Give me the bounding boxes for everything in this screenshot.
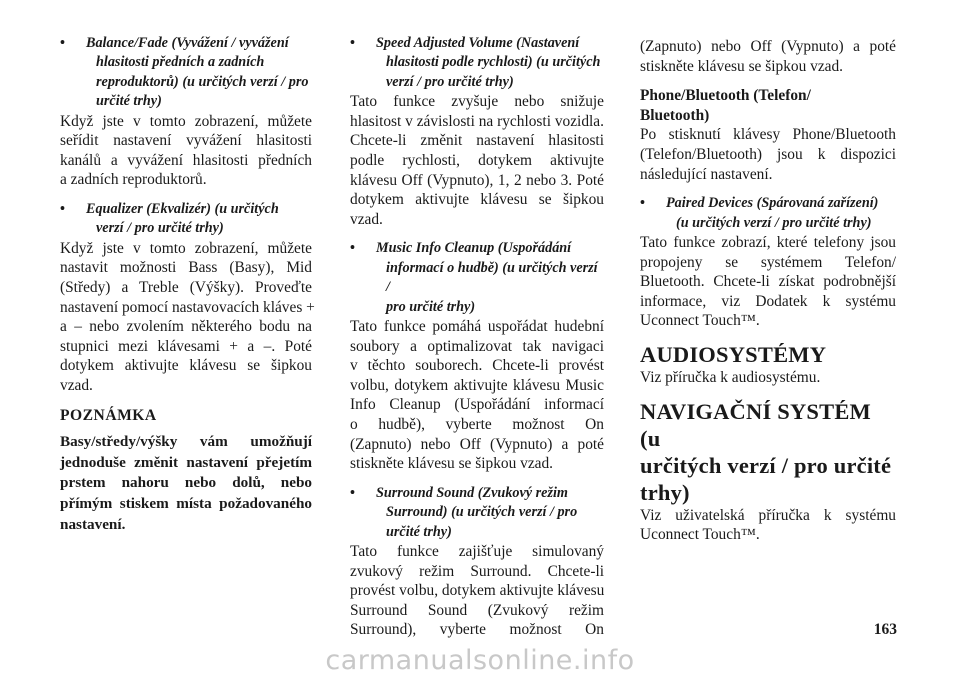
page-number: 163 — [873, 621, 897, 638]
text-line: Basy/středy/výšky vám umožňují — [60, 433, 312, 451]
bullet-line: hlasitosti předních a zadních — [96, 54, 265, 71]
bullet-dot: • — [350, 484, 355, 501]
bullet-line: Surround Sound (Zvukový režim — [376, 484, 568, 501]
text-line: Chcete-li změnit nastavení hlasitosti — [350, 132, 604, 150]
text-line: Uconnect Touch™. — [640, 526, 760, 544]
bullet-line: Speed Adjusted Volume (Nastavení — [376, 35, 580, 51]
bullet-line: Equalizer (Ekvalizér) (u určitých — [86, 201, 279, 217]
text-line: dotykem aktivujte klávesu se šipkou — [60, 357, 312, 375]
bullet-line: pro určité trhy) — [386, 298, 476, 315]
text-line: kanálů a vyvážení hlasitosti předních — [60, 151, 312, 169]
bullet-paired-devices — [640, 194, 896, 233]
bullet-line: Music Info Cleanup (Uspořádání — [376, 240, 572, 257]
text-line: volbu, dotykem aktivujte klávesu Music — [350, 376, 604, 394]
text-line: následující nastavení. — [640, 165, 773, 183]
text-line: nastavení. — [60, 515, 126, 533]
text-line: Viz uživatelská příručka k systému — [640, 506, 896, 524]
text-line: v těchto souborech. Chcete-li provést — [350, 357, 604, 375]
text-line: Phone/Bluetooth (Telefon/ — [640, 87, 811, 105]
bullet-music-info-cleanup — [350, 239, 604, 317]
text-line: Po stisknutí klávesy Phone/Bluetooth — [640, 126, 896, 144]
text-line: zvukový režim Surround. Chcete-li — [350, 562, 604, 580]
text-line: hlasitost v závislosti na rychlosti vozidla. — [350, 112, 604, 130]
text-line: a zadních reproduktorů. — [60, 171, 207, 189]
text-line: soubory a optimalizovat tak navigaci — [350, 337, 604, 355]
text-line: přímým stiskem místa požadovaného — [60, 494, 312, 512]
note-body — [60, 432, 312, 535]
bullet-equalizer — [60, 200, 312, 239]
bullet-line: reproduktorů) (u určitých verzí / pro — [96, 73, 309, 90]
text-line: podle rychlosti, dotykem aktivujte — [350, 152, 604, 169]
bullet-dot: • — [640, 195, 645, 212]
text-line: jednoduše změnit nastavení přejetím — [60, 453, 312, 471]
heading-line: NAVIGAČNÍ SYSTÉM (u — [640, 398, 871, 451]
bullet-line: (u určitých verzí / pro určité trhy) — [676, 214, 872, 231]
text-line: stiskněte klávesu se šipkou vzad. — [640, 57, 844, 75]
text-line: nastavit možnosti Bass (Basy), Mid — [60, 259, 312, 277]
text-line: Uconnect Touch™. — [640, 312, 760, 330]
bullet-line: verzí / pro určité trhy) — [386, 73, 514, 90]
paragraph-audiosystemy — [640, 368, 896, 388]
bullet-line: hlasitosti podle rychlosti) (u určitých — [386, 54, 601, 71]
bullet-line: Balance/Fade (Vyvážení / vyvážení — [86, 35, 289, 51]
bullet-line: verzí / pro určité trhy) — [96, 220, 224, 237]
text-line: Tato funkce pomáhá uspořádat hudební — [350, 318, 604, 335]
paragraph-surround-continued — [640, 37, 896, 76]
subheading-phone-bluetooth — [640, 86, 896, 125]
text-line: Bluetooth) — [640, 106, 710, 124]
bullet-dot: • — [60, 35, 65, 51]
bullet-line: určité trhy) — [386, 523, 452, 540]
paragraph-paired-devices — [640, 233, 896, 331]
bullet-line: určité trhy) — [96, 93, 162, 110]
column-2 — [350, 34, 604, 640]
column-1 — [60, 34, 315, 535]
text-line: Viz příručka k audiosystému. — [640, 368, 821, 386]
text-line: (Zapnuto) nebo Off (Vypnuto) a poté — [350, 435, 604, 453]
text-line: Tato funkce zajišťuje simulovaný — [350, 542, 604, 560]
text-line: dotykem aktivujte klávesu se šipkou — [350, 191, 604, 209]
text-line: provést volbu, dotykem aktivujte klávesu — [350, 582, 605, 600]
bullet-line: informací o hudbě) (u určitých verzí / — [386, 259, 598, 296]
text-line: stupnici mezi klávesami + a –. Poté — [60, 337, 312, 355]
paragraph-navigacni-system — [640, 506, 896, 545]
text-line: Surround), vyberte možnost On — [350, 621, 604, 639]
heading-line: trhy) — [640, 479, 690, 505]
text-line: propojeny se systémem Telefon/ — [640, 253, 896, 271]
text-line: (Středy) a Treble (Výšky). Proveďte — [60, 279, 312, 296]
text-line: stiskněte klávesu se šipkou vzad. — [350, 455, 554, 473]
paragraph-speed-adjusted-volume — [350, 92, 604, 229]
text-line: vzad. — [60, 376, 93, 394]
bullet-line: Paired Devices (Spárovaná zařízení) — [666, 195, 879, 212]
watermark: carmanualsonline.info — [325, 645, 635, 676]
heading-navigacni-system — [640, 398, 896, 506]
column-3 — [640, 37, 896, 545]
paragraph-phone-bluetooth — [640, 125, 896, 184]
paragraph-balance-fade — [60, 112, 312, 190]
text-line: Když jste v tomto zobrazení, můžete — [60, 239, 312, 257]
text-line: vzad. — [350, 210, 383, 228]
bullet-surround-sound — [350, 484, 604, 542]
text-line: Bluetooth. Chcete-li získat podrobnější — [640, 273, 896, 291]
text-line: Tato funkce zobrazí, které telefony jsou — [640, 233, 896, 251]
bullet-dot: • — [350, 35, 355, 51]
bullet-balance-fade — [60, 34, 312, 112]
text-line: seřídit nastavení vyvážení hlasitosti — [60, 132, 312, 150]
bullet-dot: • — [350, 240, 355, 257]
text-line: Když jste v tomto zobrazení, můžete — [60, 112, 312, 130]
note-title: POZNÁMKA — [60, 406, 157, 424]
text-line: (Zapnuto) nebo Off (Vypnuto) a poté — [640, 38, 896, 55]
text-line: Tato funkce zvyšuje nebo snižuje — [350, 93, 604, 111]
text-line: Info Cleanup (Uspořádání informací — [350, 396, 604, 414]
paragraph-surround-sound — [350, 542, 604, 640]
heading-audiosystemy: AUDIOSYSTÉMY — [640, 341, 827, 367]
text-line: o hudbě), vyberte možnost On — [350, 415, 604, 433]
text-line: klávesu Off (Vypnuto), 1, 2 nebo 3. Poté — [350, 171, 604, 189]
paragraph-music-info-cleanup — [350, 317, 604, 474]
text-line: informace, viz Dodatek k systému — [640, 292, 896, 310]
text-line: (Telefon/Bluetooth) jsou k dispozici — [640, 145, 896, 163]
bullet-line: Surround) (u určitých verzí / pro — [386, 504, 578, 521]
text-line: nastavení pomocí nastavovacích kláves + — [60, 298, 315, 316]
paragraph-equalizer — [60, 239, 315, 396]
bullet-dot: • — [60, 201, 65, 217]
text-line: prstem nahoru nebo dolů, nebo — [60, 474, 312, 492]
text-line: a – nebo zvolením některého bodu na — [60, 318, 312, 336]
bullet-speed-adjusted-volume — [350, 34, 604, 92]
heading-line: určitých verzí / pro určité — [640, 452, 892, 478]
text-line: Surround Sound (Zvukový režim — [350, 601, 604, 619]
